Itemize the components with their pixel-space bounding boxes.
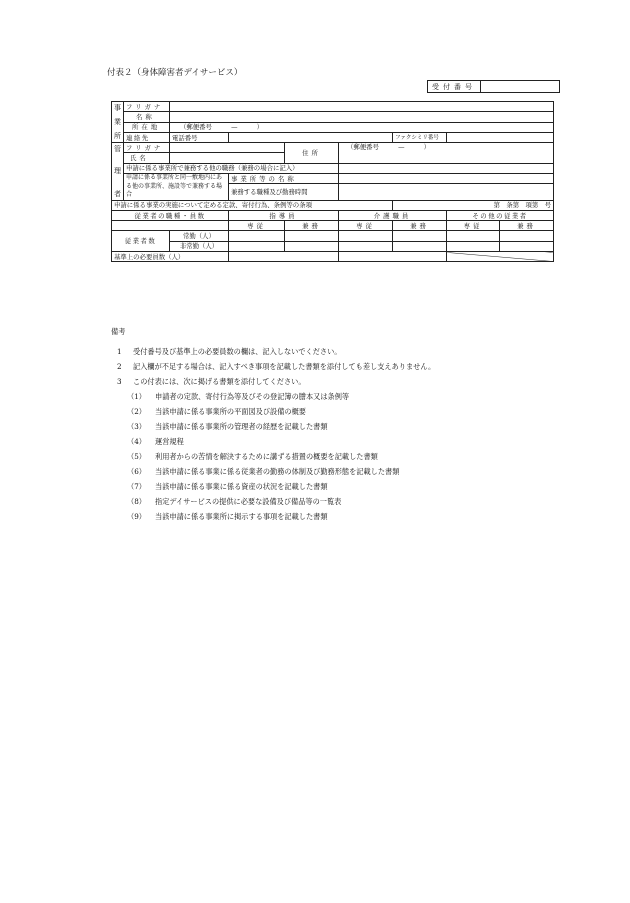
note-subitem: （7） 当該申請に係る事業に係る資産の状況を記載した書類	[127, 481, 328, 491]
manager-other-office-label: 申請に係る事業所と同一敷地内にある他の事業所、施設等で兼務する場合	[124, 174, 229, 201]
note-subitem: （9） 当該申請に係る事業所に掲示する事項を記載した書類	[127, 511, 328, 521]
office-phone-field[interactable]	[229, 132, 393, 142]
staff-fulltime-cell[interactable]	[285, 231, 339, 241]
staff-fulltime-cell[interactable]	[339, 231, 393, 241]
page-title: 付表２（身体障害者デイサービス）	[107, 68, 243, 78]
staff-instructor-ken: 兼務	[285, 221, 339, 231]
staff-parttime-cell[interactable]	[393, 241, 447, 251]
office-furigana-field[interactable]	[170, 102, 554, 112]
office-fax-field[interactable]	[447, 132, 554, 142]
note-subitem: （4） 運営規程	[127, 436, 184, 446]
receipt-number-label: 受付番号	[428, 81, 481, 93]
staff-fulltime-cell[interactable]	[229, 231, 285, 241]
note-subitem: （2） 当該申請に係る事業所の平面図及び設備の概要	[127, 406, 306, 416]
staff-blank	[112, 221, 229, 231]
staff-parttime-cell[interactable]	[285, 241, 339, 251]
note-item: 3 この付表には、次に掲げる書類を添付してください。	[117, 376, 306, 386]
staff-fulltime-cell[interactable]	[393, 231, 447, 241]
manager-postal-code: （郵便番号 — ）	[347, 143, 431, 152]
staff-parttime-label: 非常勤（人）	[170, 241, 229, 251]
staff-job-other: その他の従業者	[447, 210, 554, 220]
office-name-field[interactable]	[170, 112, 554, 122]
office-name-label: 名称	[124, 112, 170, 122]
manager-duty-field[interactable]	[339, 184, 554, 200]
office-phone-label: 電話番号	[170, 132, 229, 142]
note-subitem: （6） 当該申請に係る事業に係る従業者の勤務の体制及び勤務形態を記載した書類	[127, 466, 400, 476]
manager-office-name-label: 事業所等の名称	[229, 174, 339, 184]
staff-parttime-cell[interactable]	[229, 241, 285, 251]
note-subitem: （1） 申請者の定款、寄付行為等及びその登記簿の謄本又は条例等	[127, 391, 350, 401]
receipt-number-box	[427, 80, 560, 93]
staff-required-instructor[interactable]	[229, 252, 339, 262]
office-side-label: 事 業 所	[112, 102, 124, 143]
manager-address-field[interactable]	[339, 143, 554, 164]
staff-parttime-cell[interactable]	[339, 241, 393, 251]
staff-job-instructor: 指導員	[229, 210, 339, 220]
manager-address-label: 住所	[285, 143, 339, 164]
office-contact-label: 連絡先	[124, 132, 170, 142]
manager-concurrent-duty-field[interactable]	[339, 163, 554, 173]
note-item: 1 受付番号及び基準上の必要員数の欄は、記入しないでください。	[117, 346, 342, 356]
staff-required-care[interactable]	[339, 252, 447, 262]
note-subitem: （5） 利用者からの苦情を解決するために講ずる措置の概要を記載した書類	[127, 451, 378, 461]
manager-side-label: 管 理 者	[112, 143, 124, 200]
receipt-number-field[interactable]	[481, 81, 560, 93]
staff-required-label: 基準上の必要員数（人）	[112, 252, 229, 262]
staff-fulltime-label: 常勤（人）	[170, 231, 229, 241]
application-form-table	[111, 101, 554, 262]
manager-furigana-field[interactable]	[170, 143, 285, 153]
staff-instructor-sen: 専従	[229, 221, 285, 231]
staff-fulltime-cell[interactable]	[447, 231, 500, 241]
rules-label: 申請に係る事業の実施について定める定款、寄付行為、条例等の条項	[112, 200, 393, 210]
staff-count-label: 従業者数	[112, 231, 170, 252]
manager-office-name-field[interactable]	[339, 174, 554, 184]
notes-section	[111, 327, 551, 524]
manager-name-label: 氏名	[124, 153, 170, 163]
staff-parttime-cell[interactable]	[500, 241, 554, 251]
staff-care-sen: 専従	[339, 221, 393, 231]
office-furigana-label: フリガナ	[124, 102, 170, 112]
manager-concurrent-duty-label: 申請に係る事業所で兼務する他の職務（兼務の場合に記入）	[124, 163, 339, 173]
office-postal-code: （郵便番号 — ）	[180, 122, 264, 131]
staff-required-other-struck	[447, 252, 554, 262]
staff-fulltime-cell[interactable]	[500, 231, 554, 241]
notes-heading: 備考	[111, 327, 126, 336]
manager-name-field[interactable]	[170, 153, 285, 163]
note-subitem: （8） 指定デイサービスの提供に必要な設備及び備品等の一覧表	[127, 496, 342, 506]
office-fax-label: ファクシミリ番号	[393, 132, 447, 142]
note-subitem: （3） 当該申請に係る事業所の管理者の経歴を記載した書類	[127, 421, 328, 431]
staff-job-care-worker: 介護職員	[339, 210, 447, 220]
note-item: 2 記入欄が不足する場合は、記入すべき事項を記載した書類を添付しても差し支えありません。	[117, 361, 436, 371]
office-address-label: 所在地	[124, 122, 170, 132]
manager-furigana-label: フリガナ	[124, 143, 170, 153]
manager-duty-label: 兼務する職種及び勤務時間	[229, 184, 339, 200]
staff-parttime-cell[interactable]	[447, 241, 500, 251]
rules-clause-field[interactable]: 第 条第 項第 号	[393, 200, 554, 210]
staff-care-ken: 兼務	[393, 221, 447, 231]
staff-other-sen: 専従	[447, 221, 500, 231]
office-address-field[interactable]	[170, 122, 554, 132]
staff-label: 従業者の職種・員数	[112, 210, 229, 220]
staff-other-ken: 兼務	[500, 221, 554, 231]
